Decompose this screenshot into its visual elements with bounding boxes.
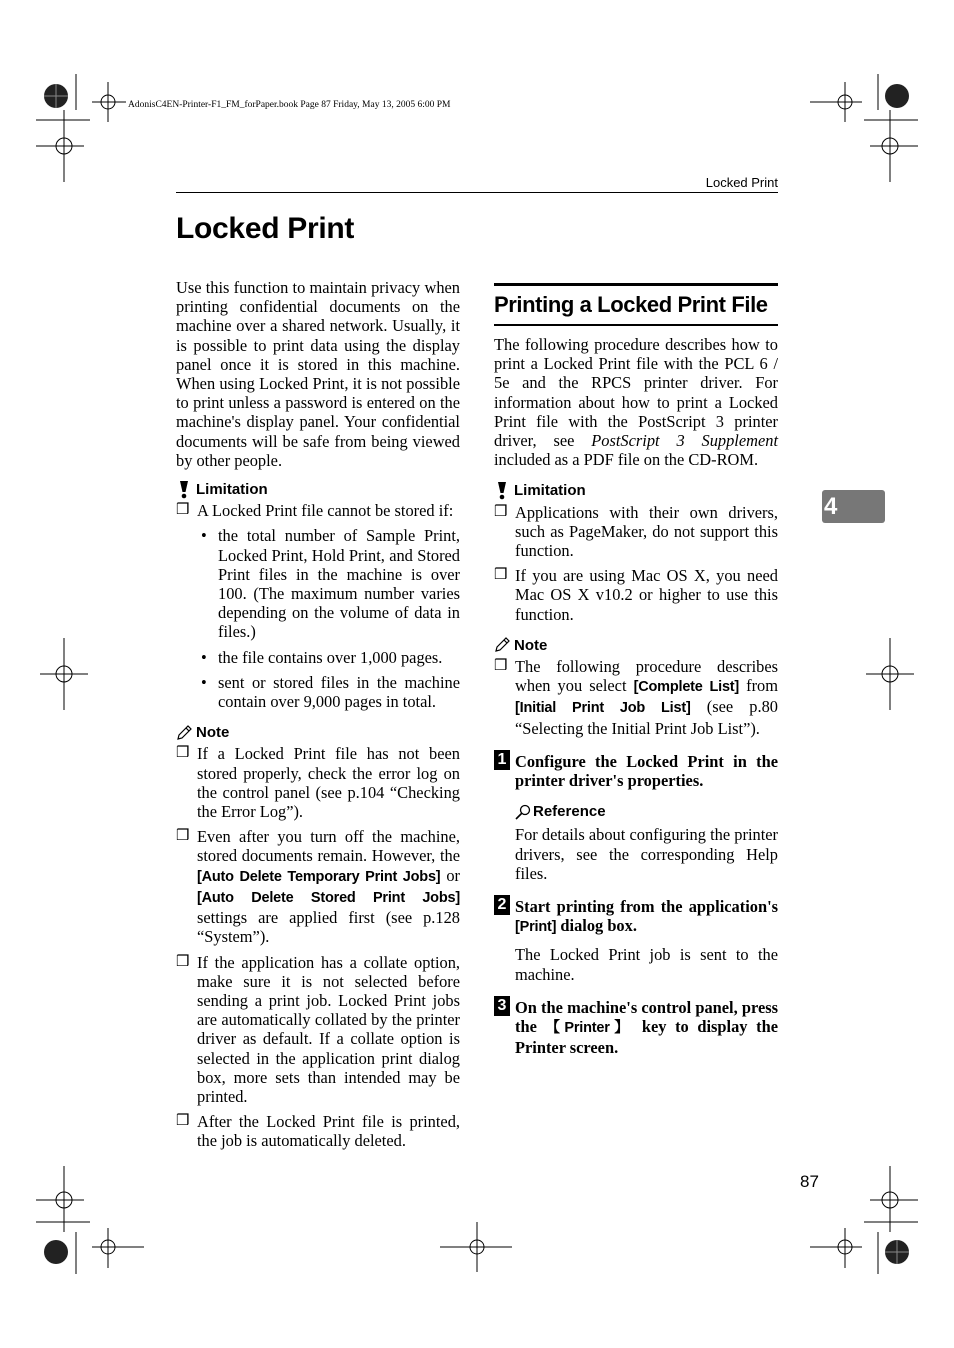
- page-number: 87: [800, 1172, 819, 1191]
- header-rule: [176, 192, 778, 193]
- note-label: Note: [176, 723, 460, 742]
- step-1: 1 Configure the Locked Print in the printer driver's properties.: [494, 752, 778, 790]
- pencil-icon: [494, 636, 510, 654]
- limitation-label: Limitation: [494, 481, 778, 500]
- section-title: Printing a Locked Print File: [494, 292, 768, 317]
- page-title: Locked Print: [176, 212, 355, 245]
- step-3: 3 On the machine's control panel, press the 【Printer】 key to display the Printer screen.: [494, 998, 778, 1058]
- limitation-item: ❒ If you are using Mac OS X, you need Mac OS X v10.2 or higher to use this function.: [494, 566, 778, 624]
- step-number: 1: [494, 750, 510, 770]
- section-rule-top: [494, 283, 778, 286]
- limitation-item: ❒ Applications with their own drivers, such as PageMaker, do not support this function.: [494, 502, 778, 561]
- limitation-label: Limitation: [176, 480, 460, 499]
- intro-paragraph: Use this function to maintain privacy when printing confidential documents on the machine over a shared network. Usually, it is possible to print data using the display panel once it is stored in this machine. When using Locked Print, it is not possible to print unless a password is entered on the machine's display panel. Your confidential documents will be safe from being viewed by other people.: [176, 278, 460, 470]
- magnifier-icon: [515, 803, 531, 821]
- file-info: AdonisC4EN-Printer-F1_FM_forPaper.book Page 87 Friday, May 13, 2005 6:00 PM: [128, 100, 451, 110]
- step-2: 2 Start printing from the application's [Print] dialog box.: [494, 897, 778, 937]
- note-item: ❒ If the application has a collate option, make sure it is not selected before sending a print job. Locked Print jobs are automatically collated by the printer driver as default. If a collate option is selected in the application print dialog box, more sets than intended may be printed.: [176, 952, 460, 1106]
- section-intro: The following procedure describes how to print a Locked Print file with the PCL 6 / 5e and the RPCS printer driver. For information about how to print a Locked Print file with the PostScript 3 printer driver, see PostScript 3 Supplement included as a PDF file on the CD-ROM.: [494, 335, 778, 470]
- section-rule-bottom: [494, 324, 778, 326]
- pencil-icon: [176, 724, 192, 742]
- reference-text: For details about configuring the printer drivers, see the corresponding Help files.: [515, 825, 778, 883]
- right-column: [494, 335, 778, 1058]
- note-item: ❒ Even after you turn off the machine, stored documents remain. However, the [Auto Delete Temporary Print Jobs] or [Auto Delete Stored Print Jobs] settings are applied first (see p.128 “System”).: [176, 827, 460, 947]
- chapter-tab: 4: [822, 490, 885, 523]
- reference-label: Reference: [515, 802, 778, 821]
- exclamation-icon: [494, 482, 510, 500]
- reference-block: [494, 802, 778, 883]
- note-item: ❒ The following procedure describes when you select [Complete List] from [Initial Print Job List] (see p.80 “Selecting the Initial Print Job List”).: [494, 657, 778, 738]
- list-item: • the total number of Sample Print, Locked Print, Hold Print, and Stored Print files in the machine is over 100. (The maximum number varies depending on the volume of data in files.): [201, 526, 460, 642]
- step-2-result: The Locked Print job is sent to the machine.: [515, 945, 778, 984]
- left-column: [176, 278, 460, 1151]
- note-label: Note: [494, 636, 778, 655]
- list-item: • sent or stored files in the machine contain over 9,000 pages in total.: [201, 672, 460, 712]
- limitation-item: ❒ A Locked Print file cannot be stored if:: [176, 501, 454, 521]
- note-item: ❒ If a Locked Print file has not been stored properly, check the error log on the control panel (see p.104 “Checking the Error Log”).: [176, 744, 460, 822]
- step-number: 3: [494, 996, 510, 1016]
- checkbox-icon: ❒: [176, 502, 190, 519]
- note-item: ❒ After the Locked Print file is printed, the job is automatically deleted.: [176, 1112, 460, 1151]
- step-number: 2: [494, 895, 510, 915]
- running-title: Locked Print: [705, 175, 778, 190]
- list-item: • the file contains over 1,000 pages.: [201, 647, 443, 667]
- exclamation-icon: [176, 481, 192, 499]
- bullet-list: [176, 526, 460, 711]
